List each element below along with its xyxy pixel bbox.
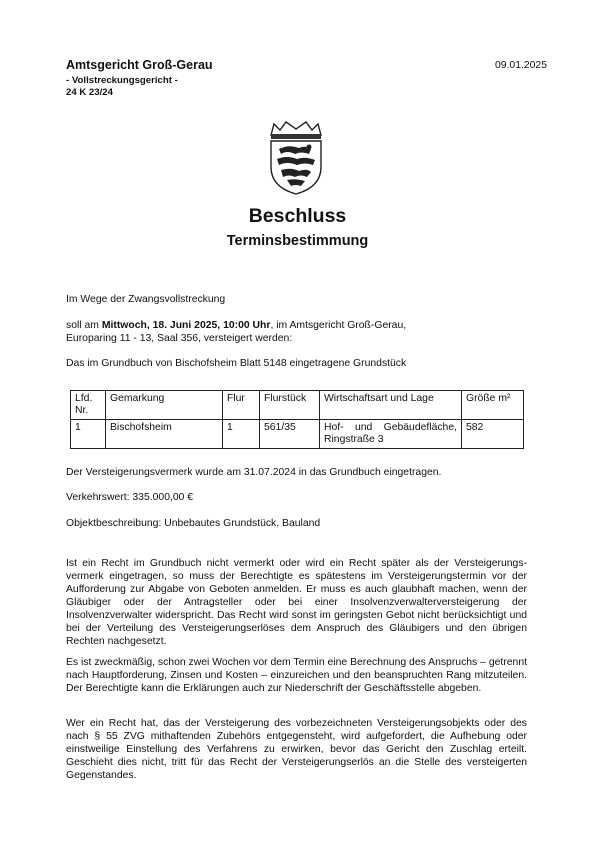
- header-cell-usage: Wirtschaftsart und Lage: [320, 391, 462, 420]
- cell-usage: Hof- und Gebäudefläche, Ringstraße 3: [320, 420, 462, 449]
- document-date: 09.01.2025: [494, 60, 547, 71]
- paragraph-rights-registration: Ist ein Recht im Grundbuch nicht vermerkt oder wird ein Recht später als der Versteigerungsvermerk eingetragen, so muss der Berechtigte es spätestens im Versteigerungstermin vor der Aufforderung zur Abgabe von Geboten anmelden. Er muss es auch glaubhaft machen, wenn der Gläubiger oder der Antragsteller oder bei einer Insolvenzverwalterversteigerung der Insolvenzverwalter widerspricht. Das Recht wird sonst im geringsten Gebot nicht berücksichtigt und bei der Verteilung des Versteigerungserlöses dem Anspruch des Gläubigers und den übrigen Rechten nachgesetzt.: [66, 558, 527, 647]
- header-cell-size: Größe m²: [462, 391, 524, 420]
- court-name: Amtsgericht Groß-Gerau: [66, 58, 213, 72]
- header-cell-number: Lfd. Nr.: [71, 391, 106, 420]
- cell-size: 582: [462, 420, 524, 449]
- auction-date: Mittwoch, 18. Juni 2025, 10:00 Uhr: [101, 320, 271, 331]
- cell-corridor: 1: [223, 420, 260, 449]
- header-cell-corridor: Flur: [223, 391, 260, 420]
- cell-district: Bischofsheim: [106, 420, 223, 449]
- object-description: Objektbeschreibung: Unbebautes Grundstück, Bauland: [66, 518, 321, 529]
- market-value: Verkehrswert: 335.000,00 €: [66, 492, 194, 503]
- header-cell-parcel: Flurstück: [260, 391, 320, 420]
- document-subtitle: Terminsbestimmung: [226, 233, 369, 249]
- court-division: - Vollstreckungsgericht -: [66, 75, 178, 86]
- document-title: Beschluss: [248, 205, 347, 227]
- auction-location: Europaring 11 - 13, Saal 356, versteigert werden:: [66, 333, 293, 344]
- registration-note: Der Versteigerungsvermerk wurde am 31.07.2024 in das Grundbuch eingetragen.: [66, 467, 442, 478]
- auction-date-suffix: , im Amtsgericht Groß-Gerau,: [270, 320, 407, 331]
- cell-parcel: 561/35: [260, 420, 320, 449]
- paragraph-claim-calculation: Es ist zweckmäßig, schon zwei Wochen vor dem Termin eine Berechnung des Anspruchs – getrennt nach Hauptforderung, Zinsen und Kosten – einzureichen und den beanspruchten Rang mitzuteilen. Der Berechtigte kann die Erklärungen auch zur Niederschrift der Geschäftsstelle abgeben.: [66, 657, 527, 694]
- table-row: [71, 420, 524, 449]
- intro-line: Im Wege der Zwangsvollstreckung: [66, 294, 226, 305]
- land-register-line: Das im Grundbuch von Bischofsheim Blatt 5148 eingetragene Grundstück: [66, 358, 407, 369]
- auction-date-line: [66, 320, 406, 331]
- case-number: 24 K 23/24: [66, 87, 113, 98]
- auction-date-prefix: soll am: [66, 320, 102, 331]
- hesse-coat-of-arms-icon: [265, 121, 327, 195]
- property-table: [70, 390, 524, 449]
- table-header-row: [71, 391, 524, 420]
- cell-number: 1: [71, 420, 106, 449]
- paragraph-opposing-rights: Wer ein Recht hat, das der Versteigerung des vorbezeichneten Versteigerungsobjekts oder des nach § 55 ZVG mithaftenden Zubehörs entgegensteht, wird aufgefordert, die Aufhebung oder einstweilige Einstellung des Verfahrens zu erwirken, bevor das Gericht den Zuschlag erteilt. Geschieht dies nicht, tritt für das Recht der Versteigerungserlös an die Stelle des versteigerten Gegenstandes.: [66, 718, 527, 781]
- header-cell-district: Gemarkung: [106, 391, 223, 420]
